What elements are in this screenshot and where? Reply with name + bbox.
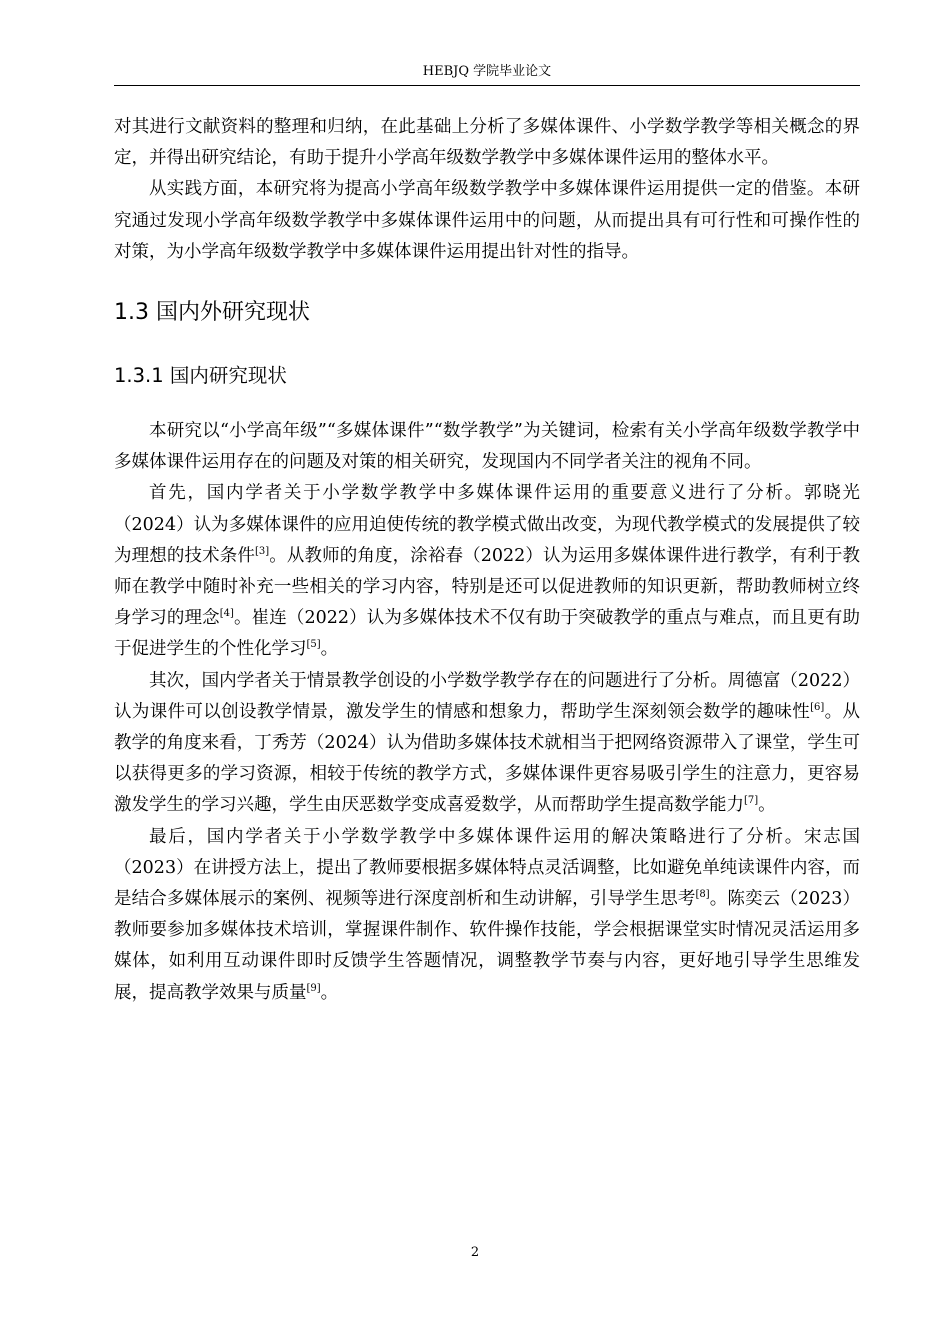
subsection-heading: 1.3.1 国内研究现状	[114, 364, 287, 388]
text-run: 。	[758, 795, 776, 816]
text-run: 。	[320, 639, 339, 660]
citation-ref: [7]	[744, 795, 759, 807]
citation-ref: [4]	[219, 608, 234, 620]
text-run: 最后，国内学者关于小学数学教学中多媒体课件运用的解决策略进行了分析。宋志国（2023）在讲授方法上，提出了教师要根据多媒体特点灵活调整，比如避免单纯读课件内容，而是结合多媒体展示的案例、视频等进行深度剖析和生动讲解，引导学生思考	[114, 826, 860, 910]
page-body	[114, 112, 860, 1009]
header-rule	[114, 85, 860, 86]
paragraph-problems	[114, 666, 860, 822]
text-run: 。	[320, 982, 339, 1003]
paragraph-practice: 从实践方面，本研究将为提高小学高年级数学教学中多媒体课件运用提供一定的借鉴。本研究通过发现小学高年级数学教学中多媒体课件运用中的问题，从而提出具有可行性和可操作性的对策，为小学高年级数学教学中多媒体课件运用提出针对性的指导。	[114, 179, 860, 262]
paragraph-significance	[114, 478, 860, 665]
citation-ref: [3]	[254, 546, 270, 557]
text-run: 首先，国内学者关于小学数学教学中多媒体课件运用的重要意义进行了分析。郭晓光（2024）认为多媒体课件的应用迫使传统的教学模式做出改变，为现代教学模式的发展提供了较为理想的技术条件	[114, 483, 860, 566]
citation-ref: [8]	[695, 889, 710, 901]
paragraph-keywords: 本研究以“小学高年级”“多媒体课件”“数学教学”为关键词，检索有关小学高年级数学教学中多媒体课件运用存在的问题及对策的相关研究，发现国内不同学者关注的视角不同。	[114, 421, 860, 473]
text-run: 。陈奕云（2023）教师要参加多媒体技术培训，掌握课件制作、软件操作技能，学会根据课堂实时情况灵活运用多媒体，如利用互动课件即时反馈学生答题情况，调整教学节奏与内容，更好地引导学生思维发展，提高教学效果与质量	[114, 889, 860, 1003]
citation-ref: [5]	[306, 639, 321, 651]
text-run: 。从教学的角度来看，丁秀芳（2024）认为借助多媒体技术就相当于把网络资源带入了课堂，学生可以获得更多的学习资源，相较于传统的教学方式，多媒体课件更容易吸引学生的注意力，更容易激发学生的学习兴趣，学生由厌恶数学变成喜爱数学，从而帮助学生提高数学能力	[114, 701, 861, 816]
running-header: HEBJQ 学院毕业论文	[422, 64, 552, 79]
text-run: 。崔连（2022）认为多媒体技术不仅有助于突破教学的重点与难点，而且更有助于促进学生的个性化学习	[114, 608, 860, 660]
citation-ref: [9]	[306, 982, 321, 994]
citation-ref: [6]	[810, 702, 825, 714]
section-heading: 1.3 国内外研究现状	[114, 300, 310, 326]
paragraph-continued: 对其进行文献资料的整理和归纳，在此基础上分析了多媒体课件、小学数学教学等相关概念的界定，并得出研究结论，有助于提升小学高年级数学教学中多媒体课件运用的整体水平。	[114, 117, 860, 169]
text-run: 其次，国内学者关于情景教学创设的小学数学教学存在的问题进行了分析。周德富（2022）认为课件可以创设教学情景，激发学生的情感和想象力，帮助学生深刻领会数学的趣味性	[114, 670, 860, 722]
page-number: 2	[470, 1245, 480, 1260]
text-run: 。从教师的角度，涂裕春（2022）认为运用多媒体课件进行教学，有利于教师在教学中随时补充一些相关的学习内容，特别是还可以促进教师的知识更新，帮助教师树立终身学习的理念	[114, 545, 860, 629]
paragraph-strategies	[114, 822, 860, 1009]
